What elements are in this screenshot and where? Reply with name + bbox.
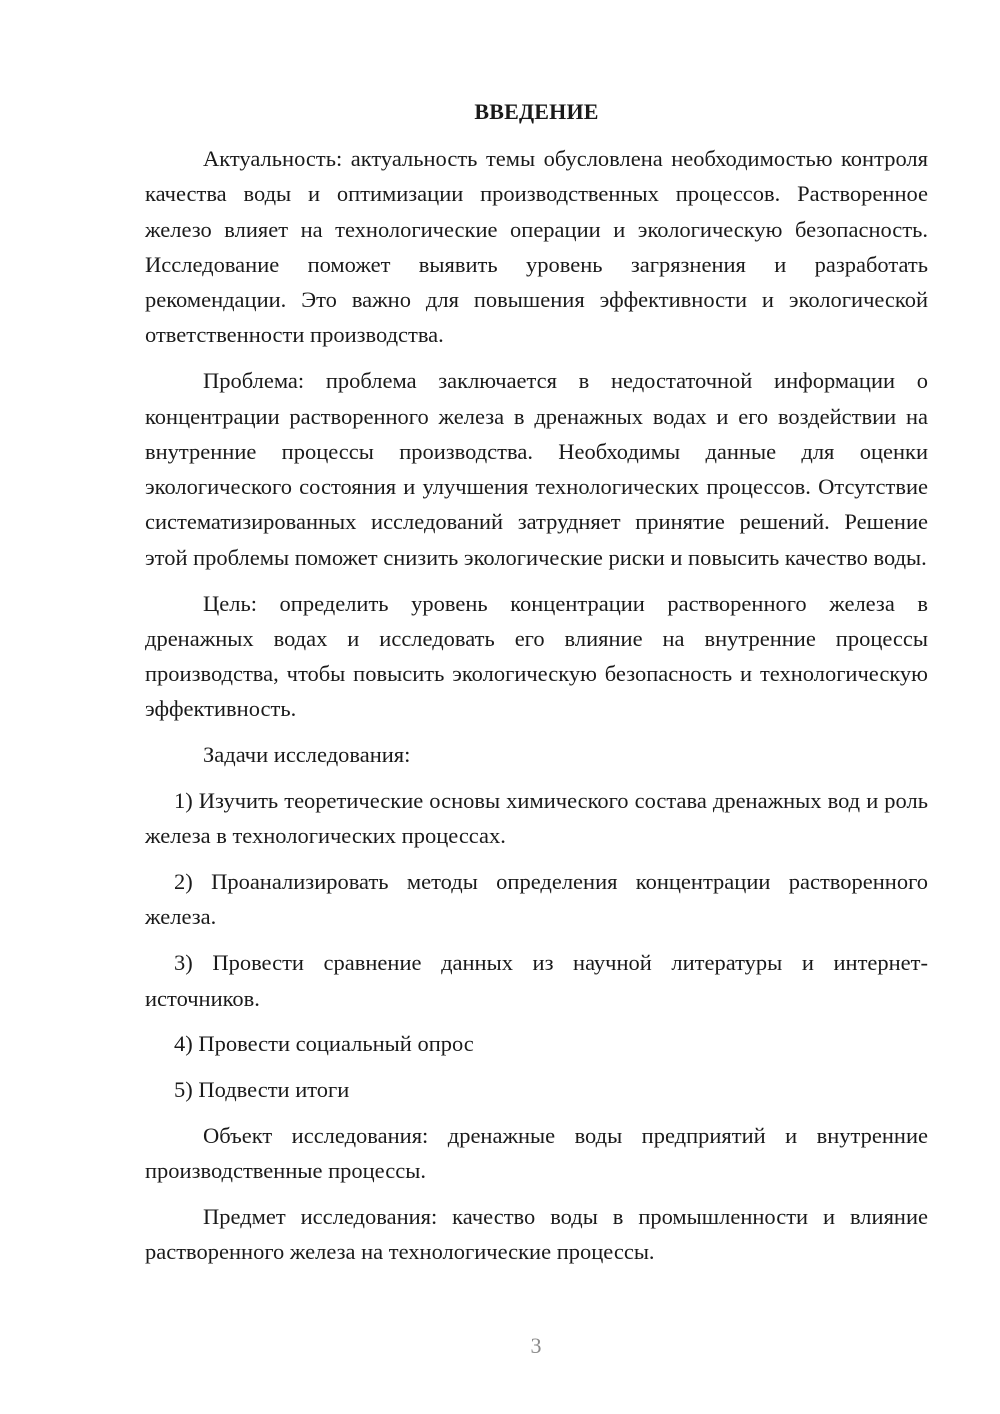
task-item: 2) Проанализировать методы определения концентрации растворенного железа. [145,869,928,930]
paragraph-object: Объект исследования: дренажные воды предприятий и внутренние производственные процессы. [145,1122,928,1184]
task-item: 3) Провести сравнение данных из научной литературы и интернет-источников. [145,950,928,1011]
page-title: ВВЕДЕНИЕ [474,99,599,124]
paragraph-goal: Цель: определить уровень концентрации растворенного железа в дренажных водах и исследовать его влияние на внутренние процессы производства, чтобы повысить экологическую безопасность и технологическую эффективность. [145,590,928,722]
paragraph-problem: Проблема: проблема заключается в недостаточной информации о концентрации растворенного железа в дренажных водах и его воздействии на внутренние процессы производства. Необходимы данные для оценки экологического состояния и улучшения технологических процессов. Отсутствие систематизированных исследований затрудняет принятие решений. Решение этой проблемы поможет снизить экологические риски и повысить качество воды. [145,368,928,570]
task-item: 4) Провести социальный опрос [174,1031,474,1057]
paragraph-subject: Предмет исследования: качество воды в промышленности и влияние растворенного железа на технологические процессы. [145,1204,928,1265]
task-item: 5) Подвести итоги [174,1077,350,1103]
paragraph-relevance: Актуальность: актуальность темы обусловлена необходимостью контроля качества воды и оптимизации производственных процессов. Растворенное железо влияет на технологические операции и экологическую безопасность. Исследование поможет выявить уровень загрязнения и разработать рекомендации. Это важно для повышения эффективности и экологической ответственности производства. [145,146,928,348]
page-number: 3 [530,1333,542,1358]
tasks-heading: Задачи исследования: [203,742,411,768]
task-item: 1) Изучить теоретические основы химического состава дренажных вод и роль железа в технологических процессах. [145,788,928,849]
document-page [145,94,928,1280]
